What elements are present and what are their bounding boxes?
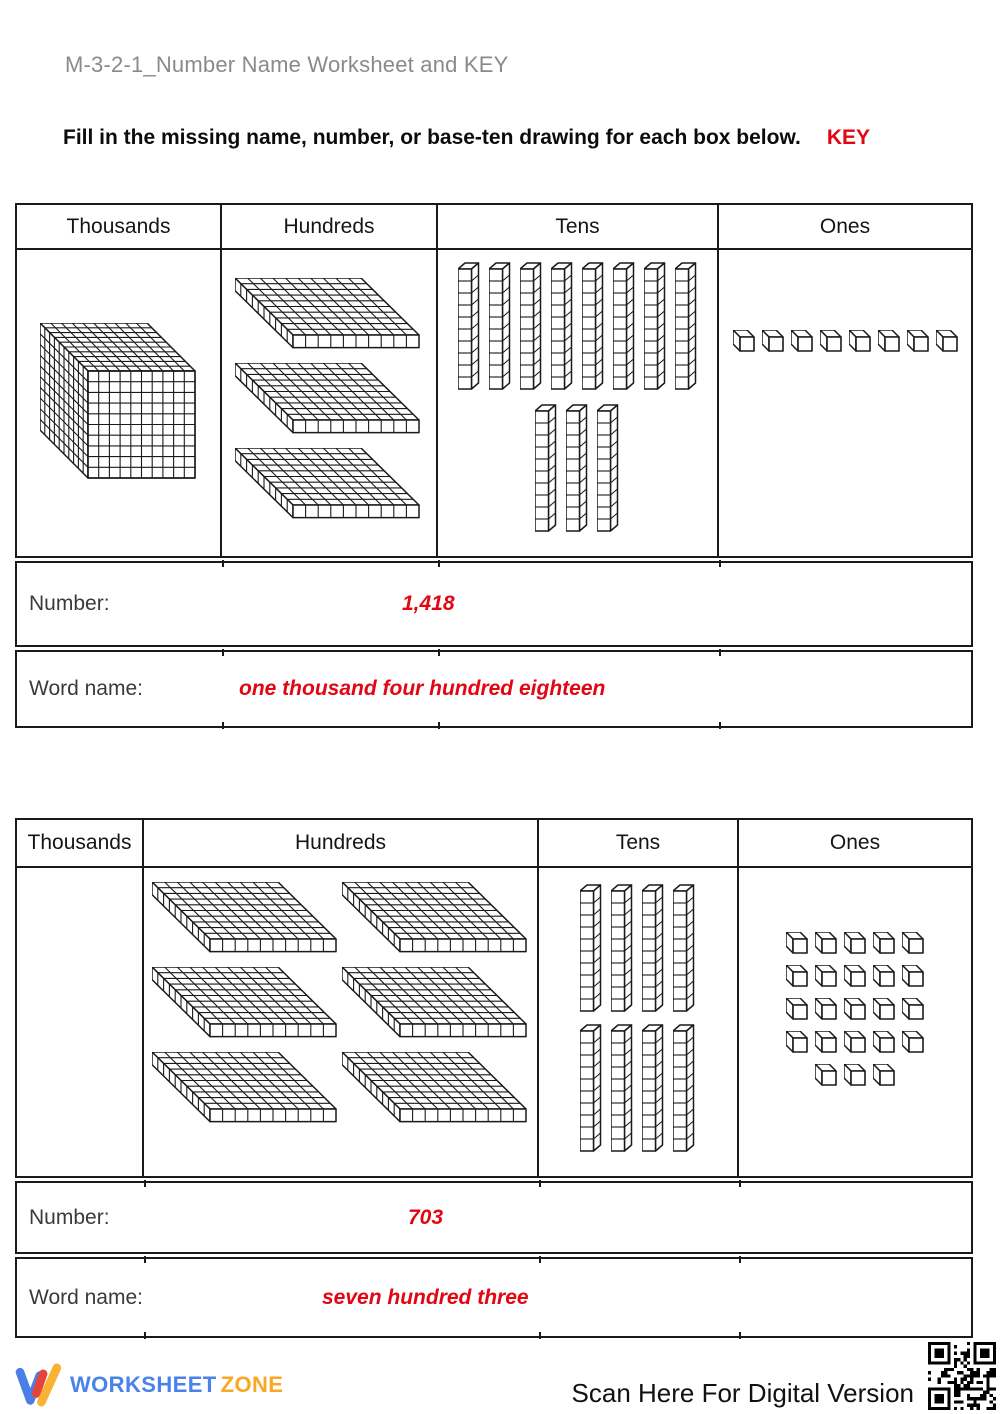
document-title: M-3-2-1_Number Name Worksheet and KEY — [65, 52, 509, 77]
rod-row — [535, 404, 620, 534]
table1-header-row — [15, 203, 973, 250]
base-ten-unit-cube — [849, 330, 871, 352]
base-ten-flat-100 — [342, 1052, 530, 1124]
column-divider-tick — [739, 1256, 741, 1263]
base-ten-unit-cube — [902, 998, 924, 1020]
base-ten-flat-100 — [152, 1052, 340, 1124]
column-divider-tick — [438, 560, 440, 567]
table2-column-header-hundreds: Hundreds — [144, 820, 539, 866]
base-ten-unit-cube — [873, 965, 895, 987]
base-ten-unit-cube — [907, 330, 929, 352]
unit-row — [786, 1031, 924, 1053]
base-ten-unit-cube — [844, 965, 866, 987]
instruction-row — [63, 126, 870, 150]
base-ten-unit-cube — [873, 998, 895, 1020]
base-ten-rod-10 — [580, 1024, 603, 1154]
footer — [0, 1340, 1000, 1414]
base-ten-rod-10 — [535, 404, 558, 534]
table2-header-row — [15, 818, 973, 868]
column-divider-tick — [144, 1256, 146, 1263]
column-divider-tick — [222, 722, 224, 729]
table1-column-header-thousands: Thousands — [17, 205, 222, 248]
base-ten-unit-cube — [815, 1064, 837, 1086]
base-ten-rod-10 — [611, 1024, 634, 1154]
base-ten-rod-10 — [611, 884, 634, 1014]
base-ten-unit-cube — [844, 998, 866, 1020]
base-ten-unit-cube — [762, 330, 784, 352]
base-ten-flat-100 — [235, 278, 423, 350]
qr-code-image — [928, 1342, 996, 1410]
base-ten-rod-10 — [613, 262, 636, 392]
base-ten-rod-10 — [644, 262, 667, 392]
table1-hundreds-blocks-cell — [222, 250, 438, 556]
base-ten-rod-10 — [580, 884, 603, 1014]
table1-tens-blocks-cell — [438, 250, 719, 556]
column-divider-tick — [739, 1180, 741, 1187]
column-divider-tick — [539, 1180, 541, 1187]
table2-hundreds-blocks-cell — [144, 868, 539, 1176]
table2-number-answer-row — [15, 1181, 973, 1254]
base-ten-rod-10 — [597, 404, 620, 534]
column-divider-tick — [719, 649, 721, 656]
unit-row — [786, 932, 924, 954]
base-ten-flat-100 — [342, 882, 530, 954]
base-ten-rod-10 — [673, 1024, 696, 1154]
table1-word-name-answer-value: one thousand four hundred eighteen — [239, 677, 606, 700]
worksheetzone-logo — [14, 1360, 283, 1410]
base-ten-unit-cube — [902, 965, 924, 987]
table1-ones-blocks-cell — [719, 250, 971, 556]
scan-here-text: Scan Here For Digital Version — [571, 1378, 914, 1408]
table1-word-name-label: Word name: — [29, 677, 143, 700]
table2-column-header-ones: Ones — [829, 831, 881, 854]
base-ten-rod-10 — [673, 884, 696, 1014]
place-value-table-2 — [15, 818, 973, 1338]
table1-number-answer-row — [15, 561, 973, 647]
table1-number-label: Number: — [29, 592, 110, 615]
table2-tens-blocks-cell — [539, 868, 739, 1176]
base-ten-unit-cube — [786, 998, 808, 1020]
base-ten-unit-cube — [873, 932, 895, 954]
answer-key-label: KEY — [826, 126, 871, 149]
qr-code — [928, 1342, 996, 1410]
base-ten-unit-cube — [815, 932, 837, 954]
rod-row — [458, 262, 698, 392]
column-divider-tick — [144, 1180, 146, 1187]
base-ten-flat-100 — [152, 882, 340, 954]
table2-word-name-answer-row — [15, 1257, 973, 1338]
table2-column-header-tens: Tens — [539, 820, 739, 866]
base-ten-unit-cube — [786, 965, 808, 987]
table1-word-name-answer-row — [15, 650, 973, 728]
base-ten-unit-cube — [815, 998, 837, 1020]
unit-row — [733, 330, 958, 352]
base-ten-unit-cube — [786, 1031, 808, 1053]
rod-row — [580, 884, 696, 1014]
base-ten-rod-10 — [566, 404, 589, 534]
base-ten-rod-10 — [642, 1024, 665, 1154]
base-ten-unit-cube — [873, 1031, 895, 1053]
table1-column-header-hundreds: Hundreds — [222, 205, 438, 248]
column-divider-tick — [438, 649, 440, 656]
logo-text-zone: ZONE — [220, 1372, 284, 1397]
base-ten-unit-cube — [936, 330, 958, 352]
base-ten-unit-cube — [786, 932, 808, 954]
column-divider-tick — [539, 1256, 541, 1263]
unit-row — [786, 965, 924, 987]
column-divider-tick — [719, 560, 721, 567]
table2-word-name-answer-value: seven hundred three — [322, 1285, 529, 1309]
worksheetzone-logo-icon — [14, 1360, 62, 1410]
base-ten-unit-cube — [733, 330, 755, 352]
base-ten-rod-10 — [582, 262, 605, 392]
base-ten-flat-100 — [235, 448, 423, 520]
table2-blocks-row — [15, 866, 973, 1178]
table2-number-label: Number: — [29, 1205, 110, 1229]
column-divider-tick — [222, 649, 224, 656]
table1-number-answer-value: 1,418 — [402, 592, 455, 615]
base-ten-unit-cube — [873, 1064, 895, 1086]
base-ten-unit-cube — [820, 330, 842, 352]
table1-thousands-blocks-cell — [17, 250, 222, 556]
column-divider-tick — [222, 560, 224, 567]
base-ten-unit-cube — [844, 932, 866, 954]
column-divider-tick — [144, 1332, 146, 1339]
base-ten-unit-cube — [791, 330, 813, 352]
base-ten-cube-1000 — [40, 323, 197, 480]
base-ten-flat-100 — [235, 363, 423, 435]
table2-word-name-label: Word name: — [29, 1285, 143, 1309]
base-ten-rod-10 — [458, 262, 481, 392]
column-divider-tick — [739, 1332, 741, 1339]
table2-column-header-thousands: Thousands — [17, 820, 144, 866]
table2-number-answer-value: 703 — [408, 1205, 444, 1229]
table2-thousands-blocks-cell — [17, 868, 144, 1176]
table1-column-header-tens: Tens — [438, 205, 719, 248]
base-ten-unit-cube — [902, 932, 924, 954]
place-value-table-1 — [15, 203, 973, 728]
base-ten-rod-10 — [675, 262, 698, 392]
base-ten-unit-cube — [844, 1064, 866, 1086]
column-divider-tick — [719, 722, 721, 729]
table1-column-header-ones: Ones — [819, 214, 871, 238]
base-ten-unit-cube — [878, 330, 900, 352]
base-ten-unit-cube — [815, 1031, 837, 1053]
logo-text-worksheet: WORKSHEET — [70, 1372, 217, 1397]
base-ten-unit-cube — [815, 965, 837, 987]
table1-blocks-row — [15, 248, 973, 558]
unit-row — [786, 998, 924, 1020]
base-ten-flat-100 — [152, 967, 340, 1039]
base-ten-rod-10 — [642, 884, 665, 1014]
column-divider-tick — [539, 1332, 541, 1339]
base-ten-flat-100 — [342, 967, 530, 1039]
rod-row — [580, 1024, 696, 1154]
column-divider-tick — [438, 722, 440, 729]
base-ten-unit-cube — [902, 1031, 924, 1053]
unit-row — [815, 1064, 895, 1086]
base-ten-rod-10 — [489, 262, 512, 392]
table2-ones-blocks-cell — [739, 868, 971, 1176]
base-ten-rod-10 — [520, 262, 543, 392]
instruction-text: Fill in the missing name, number, or base-ten drawing for each box below. — [63, 126, 801, 149]
base-ten-unit-cube — [844, 1031, 866, 1053]
base-ten-rod-10 — [551, 262, 574, 392]
